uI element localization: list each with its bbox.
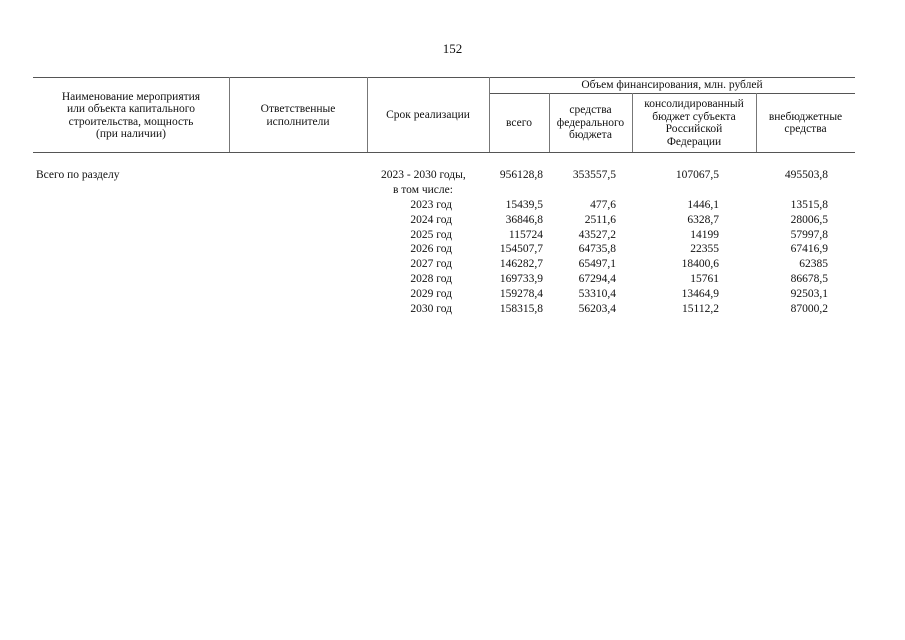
cell-regional: 18400,6 xyxy=(681,258,719,270)
table-row xyxy=(0,302,905,317)
cell-extrabudget: 28006,5 xyxy=(790,214,828,226)
cell-period: 2024 год xyxy=(410,214,452,226)
cell-federal: 67294,4 xyxy=(578,273,616,285)
section-label: Всего по разделу xyxy=(36,169,120,181)
table-row xyxy=(0,213,905,228)
table-row xyxy=(0,287,905,302)
cell-extrabudget: 495503,8 xyxy=(784,169,828,181)
cell-extrabudget: 92503,1 xyxy=(790,288,828,300)
cell-extrabudget: 87000,2 xyxy=(790,303,828,315)
table-row-summary xyxy=(0,168,905,183)
cell-extrabudget: 86678,5 xyxy=(790,273,828,285)
cell-federal: 43527,2 xyxy=(578,229,616,241)
cell-regional: 13464,9 xyxy=(681,288,719,300)
cell-period: 2030 год xyxy=(410,303,452,315)
cell-total: 956128,8 xyxy=(499,169,543,181)
cell-federal: 56203,4 xyxy=(578,303,616,315)
header-bottom-rule xyxy=(33,152,855,153)
cell-period: 2023 - 2030 годы, xyxy=(381,169,466,181)
cell-total: 159278,4 xyxy=(499,288,543,300)
cell-regional: 107067,5 xyxy=(675,169,719,181)
cell-total: 115724 xyxy=(508,229,543,241)
cell-total: 36846,8 xyxy=(505,214,543,226)
cell-regional: 14199 xyxy=(690,229,719,241)
table-row xyxy=(0,198,905,213)
cell-total: 158315,8 xyxy=(499,303,543,315)
header-regional: консолидированный бюджет субъекта Российской Федерации xyxy=(644,98,744,148)
header-funding-group: Объем финансирования, млн. рублей xyxy=(581,79,763,92)
cell-period: 2025 год xyxy=(410,229,452,241)
cell-federal: 53310,4 xyxy=(578,288,616,300)
header-period: Срок реализации xyxy=(386,109,470,122)
cell-total: 15439,5 xyxy=(505,199,543,211)
cell-period: 2027 год xyxy=(410,258,452,270)
cell-total: 169733,9 xyxy=(499,273,543,285)
cell-extrabudget: 57997,8 xyxy=(790,229,828,241)
table-row xyxy=(0,228,905,243)
cell-total: 154507,7 xyxy=(499,243,543,255)
table-row xyxy=(0,257,905,272)
cell-federal: 64735,8 xyxy=(578,243,616,255)
cell-federal: 353557,5 xyxy=(572,169,616,181)
cell-federal: 65497,1 xyxy=(578,258,616,270)
cell-regional: 15112,2 xyxy=(682,303,719,315)
header-executors: Ответственные исполнители xyxy=(260,103,336,128)
table-row xyxy=(0,242,905,257)
cell-extrabudget: 67416,9 xyxy=(790,243,828,255)
table-row xyxy=(0,272,905,287)
table-row-including xyxy=(0,183,905,198)
cell-period: 2028 год xyxy=(410,273,452,285)
header-extrabudget: внебюджетные средства xyxy=(768,110,843,135)
page-number: 152 xyxy=(442,41,463,56)
cell-regional: 6328,7 xyxy=(687,214,719,226)
cell-extrabudget: 62385 xyxy=(799,258,828,270)
cell-period: 2029 год xyxy=(410,288,452,300)
header-name: Наименование мероприятия или объекта капитального строительства, мощность (при наличии) xyxy=(61,90,201,140)
cell-period: 2023 год xyxy=(410,199,452,211)
cell-federal: 2511,6 xyxy=(584,214,616,226)
cell-regional: 15761 xyxy=(690,273,719,285)
cell-regional: 1446,1 xyxy=(687,199,719,211)
cell-federal: 477,6 xyxy=(590,199,616,211)
cell-extrabudget: 13515,8 xyxy=(790,199,828,211)
cell-period: 2026 год xyxy=(410,243,452,255)
including-label: в том числе: xyxy=(393,184,453,196)
cell-regional: 22355 xyxy=(690,243,719,255)
header-federal: средства федерального бюджета xyxy=(556,104,625,142)
cell-total: 146282,7 xyxy=(499,258,543,270)
header-total: всего xyxy=(506,116,532,129)
